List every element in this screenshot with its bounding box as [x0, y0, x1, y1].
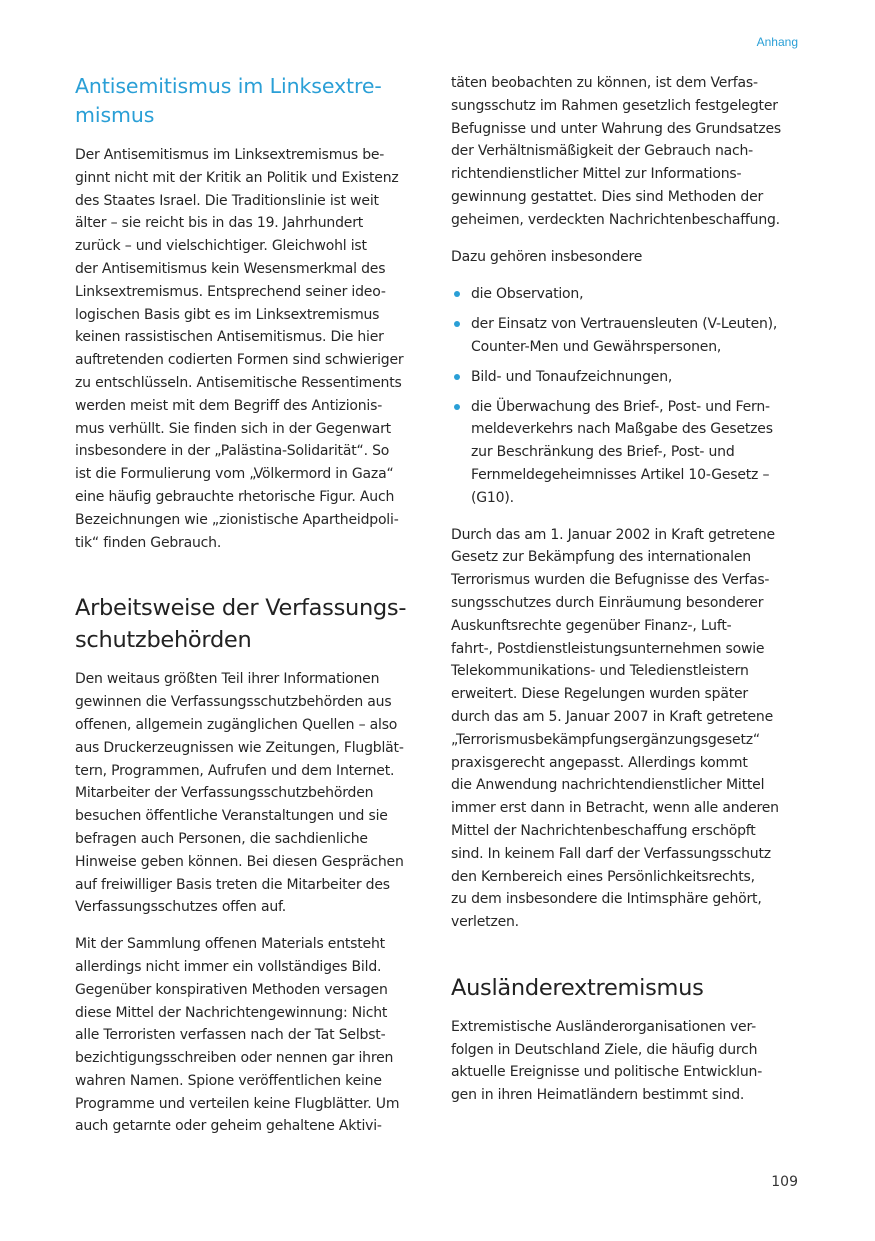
- right-column: [451, 72, 798, 1107]
- paragraph-continuation: täten beobachten zu können, ist dem Verfas- sungsschutz im Rahmen gesetzlich festgelegter Befugnisse und unter Wahrung des Grundsatzes der Verhältnismäßigkeit der Gebrauch nach- richtendienstlicher Mittel zur Informations- gewinnung gestattet. Dies sind Methoden der geheimen, verdeckten Nachrichtenbeschaffung.: [451, 75, 781, 228]
- heading-antisemitism: Antisemitismus im Linksextre- mismus: [75, 74, 382, 127]
- paragraph-law: Durch das am 1. Januar 2002 in Kraft getretene Gesetz zur Bekämpfung des internationalen Terrorismus wurden die Befugnisse des Verfas- sungsschutzes durch Einräumung besonderer Auskunftsrechte gegenüber Finanz-, Luft- fahrt-, Postdienstleistungsunternehmen sowie Telekommunikations- und Teledienstleistern erweitert. Diese Regelungen wurden später durch das am 5. Januar 2007 in Kraft getretene „Terrorismusbekämpfungsergänzungsgesetz“ praxisgerecht angepasst. Allerdings kommt die Anwendung nachrichtendienstlicher Mittel immer erst dann in Betracht, wenn alle anderen Mittel der Nachrichtenbeschaffung erschöpft sind. In keinem Fall darf der Verfassungsschutz den Kernbereich eines Persönlichkeitsrechts, zu dem insbesondere die Intimsphäre gehört, verletzen.: [451, 526, 779, 931]
- paragraph-foreign-extremism: Extremistische Ausländerorganisationen ver- folgen in Deutschland Ziele, die häufig durch aktuelle Ereignisse und politische Entwicklun- gen in ihren Heimatländern bestimmt sind.: [451, 1018, 763, 1104]
- paragraph-work-1: Den weitaus größten Teil ihrer Informationen gewinnen die Verfassungsschutzbehörden aus offenen, allgemein zugänglichen Quellen – also aus Druckerzeugnissen wie Zeitungen, Flugblät- tern, Programmen, Aufrufen und dem Internet. Mitarbeiter der Verfassungsschutzbehörden besuchen öffentliche Veranstaltungen und sie befragen auch Personen, die sachdienliche Hinweise geben können. Bei diesen Gesprächen auf freiwilliger Basis treten die Mitarbeiter des Verfassungsschutzes offen auf.: [75, 671, 404, 916]
- left-column: [75, 72, 425, 1138]
- paragraph-antisemitism: Der Antisemitismus im Linksextremismus be- ginnt nicht mit der Kritik an Politik und Existenz des Staates Israel. Die Traditionslinie ist weit älter – sie reicht bis in das 19. Jahrhundert zurück – und vielschichtiger. Gleichwohl ist der Antisemitismus kein Wesensmerkmal des Linksextremismus. Entsprechend seiner ideo- logischen Basis gibt es im Linksextremismus keinen rassistischen Antisemitismus. Die hier auftretenden codierten Formen sind schwieriger zu entschlüsseln. Antisemitische Ressentiments werden meist mit dem Begriff des Antizionis- mus verhüllt. Sie finden sich in der Gegenwart insbesondere in der „Palästina-Solidarität“. So ist die Formulierung vom „Völkermord in Gaza“ eine häufig gebrauchte rhetorische Figur. Auch Bezeichnungen wie „zionistische Apartheidpoli- tik“ finden Gebrauch.: [75, 147, 404, 551]
- measures-list: [451, 283, 798, 509]
- running-header: Anhang: [756, 35, 798, 49]
- page-number: 109: [771, 1174, 798, 1190]
- paragraph-intro: Dazu gehören insbesondere: [451, 248, 643, 265]
- bullet-icon: [454, 291, 460, 297]
- list-item: die Observation,: [451, 283, 798, 306]
- heading-work: Arbeitsweise der Verfassungs- schutzbehörden: [75, 595, 407, 654]
- paragraph-work-2: Mit der Sammlung offenen Materials entsteht allerdings nicht immer ein vollständiges Bild. Gegenüber konspirativen Methoden versagen diese Mittel der Nachrichtengewinnung: Nicht alle Terroristen verfassen nach der Tat Selbst- bezichtigungsschreiben oder nennen gar ihren wahren Namen. Spione veröffentlichen keine Programme und verteilen keine Flugblätter. Um auch getarnte oder geheim gehaltene Aktivi-: [75, 936, 400, 1135]
- bullet-icon: [454, 404, 460, 410]
- list-item: der Einsatz von Vertrauensleuten (V-Leuten), Counter-Men und Gewährspersonen,: [451, 313, 798, 359]
- list-item: die Überwachung des Brief-, Post- und Fern- meldeverkehrs nach Maßgabe des Gesetzes zur Beschränkung des Brief-, Post- und Fernmeldegeheimnisses Artikel 10-Gesetz – (G10).: [451, 396, 798, 510]
- heading-foreign-extremism: Ausländerextremismus: [451, 974, 704, 1001]
- bullet-icon: [454, 321, 460, 327]
- bullet-icon: [454, 374, 460, 380]
- list-item: Bild- und Tonaufzeichnungen,: [451, 366, 798, 389]
